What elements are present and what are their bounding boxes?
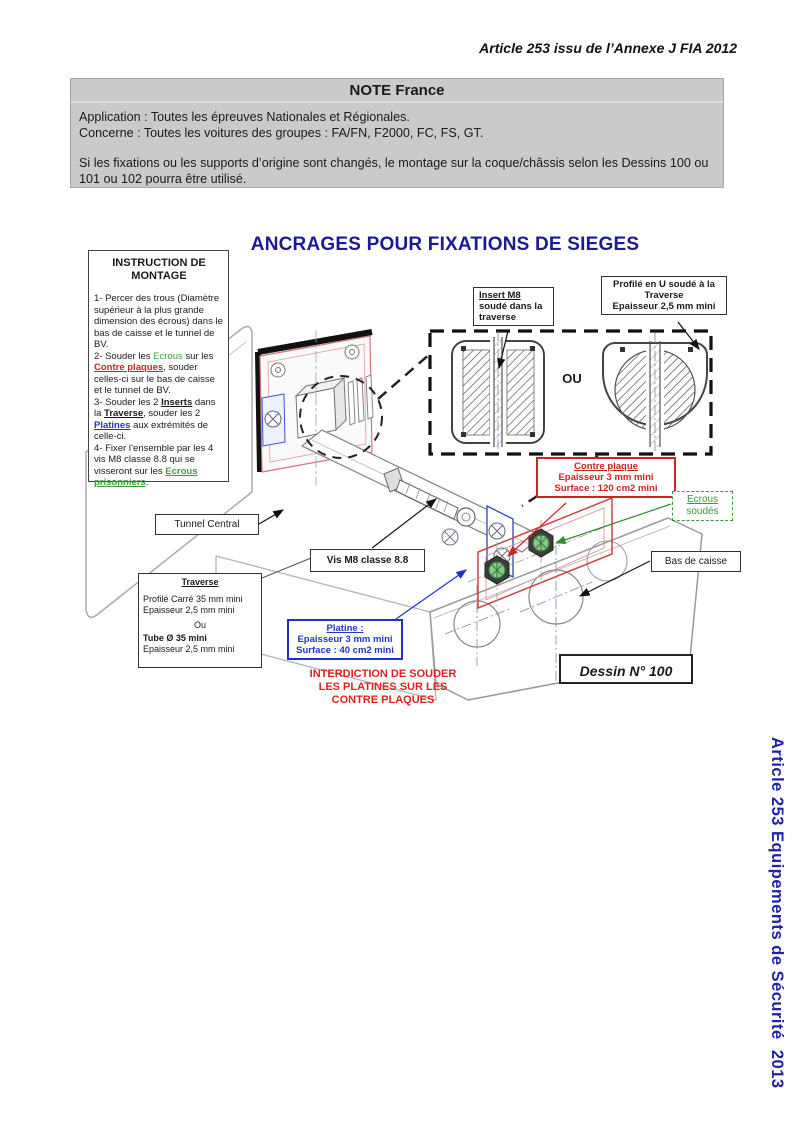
- diagram-title: ANCRAGES POUR FIXATIONS DE SIEGES: [250, 234, 640, 255]
- label-profile-u: Profilé en U soudé à la Traverse Epaisseur 2,5 mm mini: [601, 276, 727, 315]
- label-platine-spec: Platine : Epaisseur 3 mm mini Surface : 40 cm2 mini: [287, 619, 403, 660]
- label-contre-plaque: Contre plaque Epaisseur 3 mm mini Surface : 120 cm2 mini: [536, 457, 676, 498]
- label-tunnel-central: Tunnel Central: [155, 514, 259, 535]
- note-line-application: Application : Toutes les épreuves Nationales et Régionales.: [79, 110, 410, 124]
- label-traverse-spec: Traverse Profilé Carré 35 mm mini Epaisseur 2,5 mm mini Ou Tube Ø 35 mini Epaisseur 2,5 mm mini: [138, 573, 262, 668]
- note-line-concerne: Concerne : Toutes les voitures des groupes : FA/FN, F2000, FC, FS, GT.: [79, 126, 484, 140]
- label-insert-m8: Insert M8 soudé dans la traverse: [473, 287, 554, 326]
- sidebar-vertical-title: Article 253 Equipements de Sécurité 2013: [768, 737, 786, 1089]
- label-dessin-number: Dessin N° 100: [559, 654, 693, 684]
- label-ou-detail: OU: [562, 371, 582, 386]
- instruction-step-1: 1- Percer des trous (Diamètre supérieur à la plus grande dimension des écrous) dans le bas de caisse et le tunnel de BV.: [94, 293, 223, 350]
- label-bas-de-caisse: Bas de caisse: [651, 551, 741, 572]
- note-line-fixations: Si les fixations ou les supports d’origine sont changés, le montage sur la coque/châssis selon les Dessins 100 ou 101 ou 102 pourra être utilisé.: [79, 156, 709, 186]
- square-profile-section: [452, 331, 544, 452]
- instruction-step-3: 3- Souder les 2 Inserts dans la Traverse, souder les 2 Platines aux extrémités de celle-ci.: [94, 396, 216, 442]
- instruction-step-2: 2- Souder les Ecrous sur les Contre plaques, souder celles-ci sur le bas de caisse et le tunnel de BV.: [94, 350, 215, 396]
- instruction-title: INSTRUCTION DE MONTAGE: [112, 257, 206, 282]
- note-title: NOTE France: [71, 79, 723, 103]
- detail-box: [430, 331, 711, 454]
- instruction-step-4: 4- Fixer l’ensemble par les 4 vis M8 classe 8.8 qui se visseront sur les Ecrous prisonniers.: [94, 442, 214, 488]
- page-header-title: Article 253 issu de l’Annexe J FIA 2012: [479, 40, 737, 56]
- warning-interdiction: INTERDICTION DE SOUDER LES PLATINES SUR LES CONTRE PLAQUES: [309, 668, 457, 706]
- label-ecrous-soudes: Ecrous soudés: [672, 491, 733, 521]
- instruction-montage-box: [88, 250, 229, 488]
- label-vis-m8: Vis M8 classe 8.8: [310, 549, 425, 572]
